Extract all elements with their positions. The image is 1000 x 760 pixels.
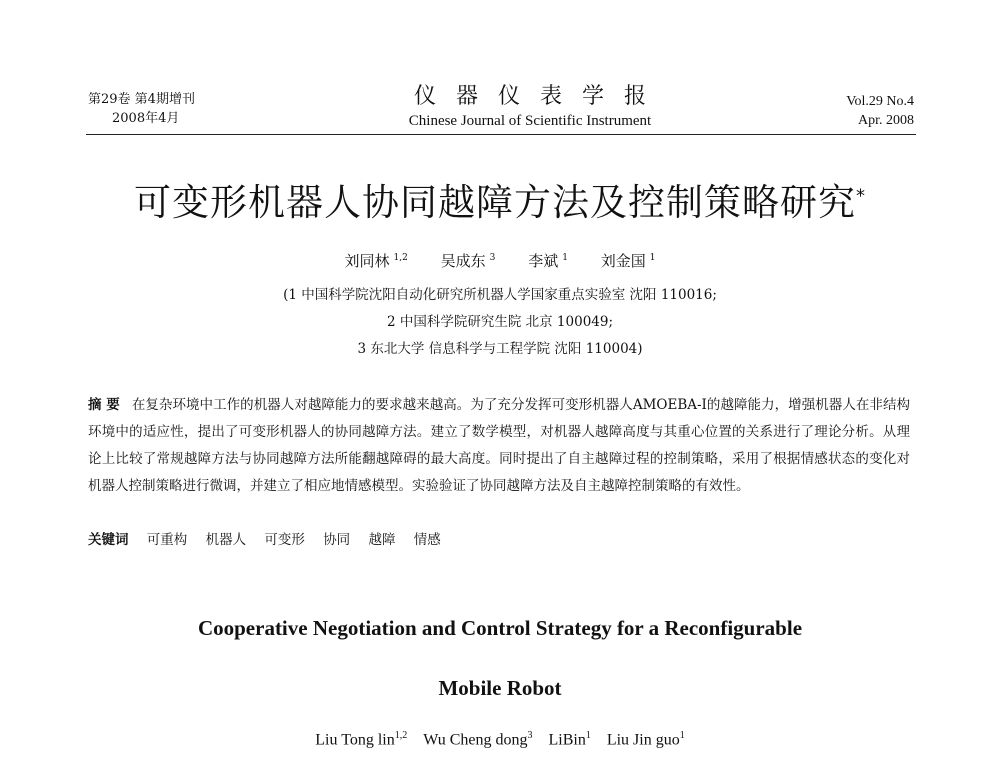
paper-title-en [0,598,1000,718]
affiliation-line: 2 中国科学院研究生院 北京 100049; [386,314,614,330]
author-name: 吴成东 [440,252,486,270]
author-affiliation-mark: 1 [562,253,568,263]
author-en [315,730,407,749]
author-affiliation-mark: 1 [679,730,685,741]
author-name: LiBin [548,731,586,749]
author-name: 刘金国 [600,252,646,270]
abstract [88,392,910,500]
authors-cn [0,250,1000,271]
journal-name-en: Chinese Journal of Scientific Instrument [408,113,652,129]
author-affiliation-mark: 3 [527,730,533,741]
keywords [88,528,910,552]
header-center [330,82,730,130]
keyword: 情感 [413,532,441,548]
author-affiliation-mark: 1 [649,253,656,263]
journal-name-cn: 仪器仪表学报 [413,84,666,109]
author-name: Liu Tong lin [315,731,395,749]
authors-en [0,730,1000,749]
title-footnote-mark: * [856,185,866,207]
author-cn [601,250,656,271]
author-affiliation-mark: 1 [585,730,591,741]
abstract-text: 在复杂环境中工作的机器人对越障能力的要求越来越高。为了充分发挥可变形机器人AMOEBA-I的越障能力，增强机器人在非结构环境中的适应性，提出了可变形机器人的协同越障方法。建立了数学模型，对机器人越障高度与其重心位置的关系进行了理论分析。从理论上比较了常规越障方法与协同越障方法所能翻越障碍的最大高度。同时提出了自主越障过程的控制策略，采用了根据情感状态的变化对机器人控制策略进行微调，并建立了相应地情感模型。实验验证了协同越障方法及自主越障控制策略的有效性。 [88,397,910,494]
author-affiliation-mark: 1,2 [393,253,408,263]
affiliation-line: 3 东北大学 信息科学与工程学院 沈阳 110004) [357,341,643,357]
author-en [607,730,685,749]
keyword: 越障 [368,532,396,548]
paper-title-cn-text: 可变形机器人协同越障方法及控制策略研究 [134,181,856,224]
author-name: 刘同林 [344,252,390,270]
paper-title-en-line2: Mobile Robot [438,676,562,700]
author-en [423,730,532,749]
author-cn [528,250,568,271]
date-cn: 2008年4月 [112,111,180,126]
volume-issue-cn: 第29卷 第4期增刊 [88,92,195,107]
affiliation-line: (1 中国科学院沈阳自动化研究所机器人学国家重点实验室 沈阳 110016; [283,287,717,303]
author-name: Liu Jin guo [606,731,680,749]
author-cn [345,250,408,271]
author-name: 李斌 [528,252,559,270]
keyword: 可变形 [264,532,305,548]
author-affiliation-mark: 3 [489,253,496,263]
header-left [88,90,288,128]
paper-title-en-line1: Cooperative Negotiation and Control Strategy for a Reconfigurable [197,616,803,640]
header-right [846,92,914,130]
keywords-label: 关键词 [88,532,129,548]
author-name: Wu Cheng dong [423,731,528,749]
date-en: Apr. 2008 [858,113,914,128]
header-rule [86,134,916,135]
author-en [548,730,590,749]
paper-title-cn [0,172,1000,226]
author-cn [441,250,496,271]
keyword: 协同 [323,532,351,548]
keyword: 机器人 [205,532,247,548]
volume-issue-en: Vol.29 No.4 [846,94,914,109]
affiliations [0,282,1000,363]
abstract-label: 摘 要 [88,397,120,413]
keyword: 可重构 [146,532,188,548]
author-affiliation-mark: 1,2 [394,730,408,741]
